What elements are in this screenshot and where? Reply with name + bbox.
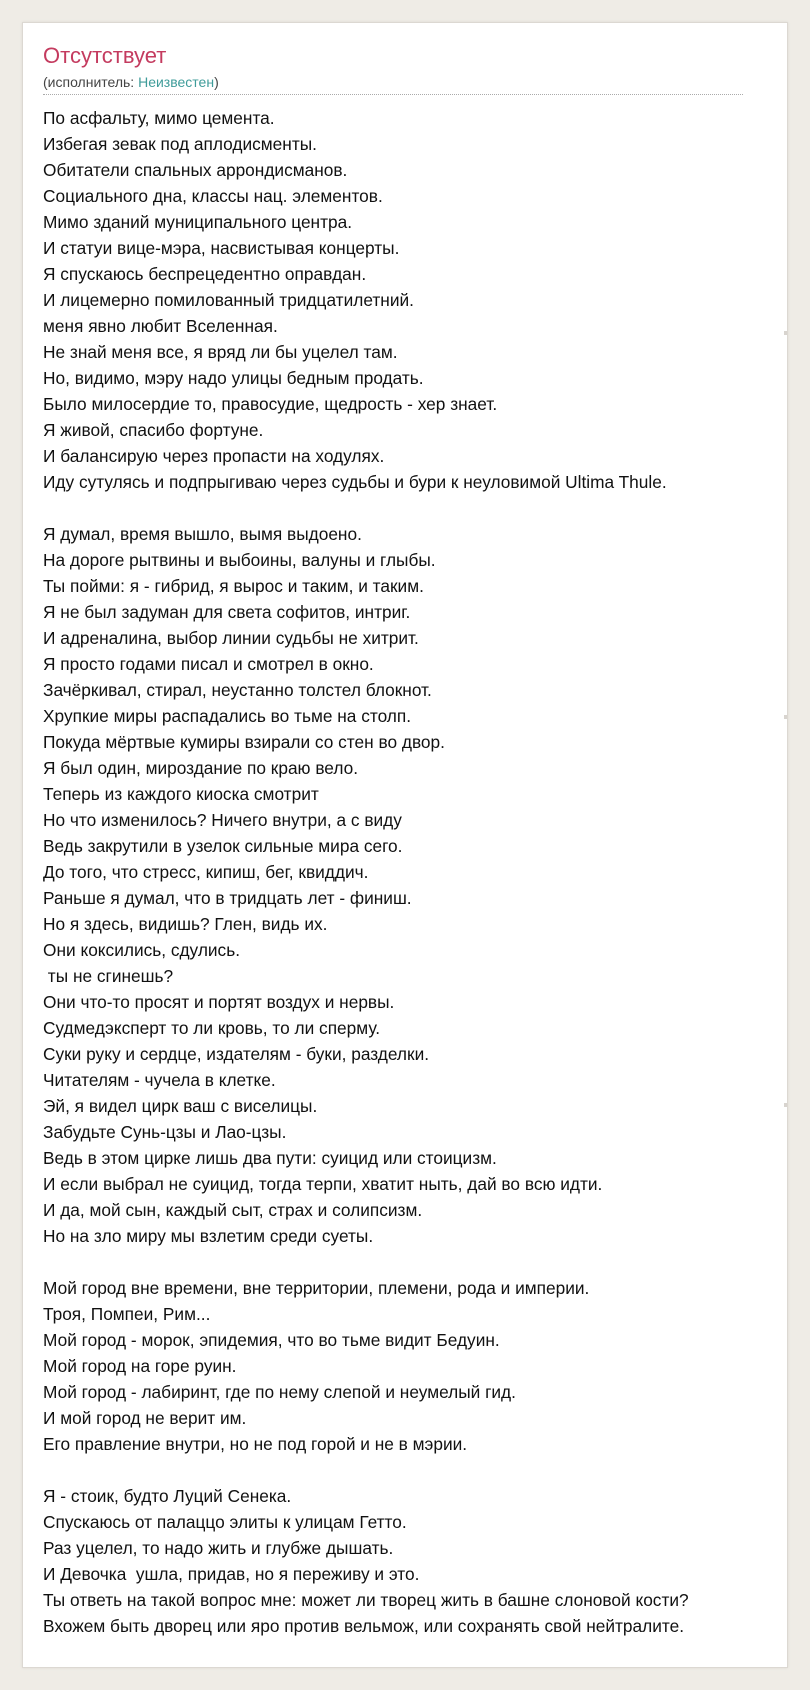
lyric-line: Мой город вне времени, вне территории, племени, рода и империи. [43, 1278, 590, 1298]
lyric-line: Я просто годами писал и смотрел в окно. [43, 654, 374, 674]
lyric-line: Ведь в этом цирке лишь два пути: суицид или стоицизм. [43, 1148, 497, 1168]
lyric-line: Было милосердие то, правосудие, щедрость - хер знает. [43, 394, 498, 414]
stanza [43, 105, 788, 495]
lyric-line: Вхожем быть дворец или яро против вельмож, или сохранять свой нейтралите. [43, 1616, 685, 1636]
lyric-line: Теперь из каждого киоска смотрит [43, 784, 319, 804]
lyric-line: Ты пойми: я - гибрид, я вырос и таким, и таким. [43, 576, 424, 596]
lyric-line: Раньше я думал, что в тридцать лет - финиш. [43, 888, 412, 908]
lyric-line: И да, мой сын, каждый сыт, страх и солипсизм. [43, 1200, 423, 1220]
lyric-line: На дороге рытвины и выбоины, валуны и глыбы. [43, 550, 436, 570]
lyric-line: Но я здесь, видишь? Глен, видь их. [43, 914, 328, 934]
lyric-line: Спускаюсь от палаццо элиты к улицам Гетто. [43, 1512, 407, 1532]
lyric-line: Я живой, спасибо фортуне. [43, 420, 264, 440]
edge-marker [784, 331, 787, 335]
lyric-line: Зачёркивал, стирал, неустанно толстел блокнот. [43, 680, 432, 700]
lyric-line: Мимо зданий муниципального центра. [43, 212, 353, 232]
lyric-line: Избегая зевак под аплодисменты. [43, 134, 317, 154]
lyric-line: Мой город - лабиринт, где по нему слепой и неумелый гид. [43, 1382, 516, 1402]
lyric-line: Но, видимо, мэру надо улицы бедным продать. [43, 368, 424, 388]
stanza [43, 1275, 788, 1457]
lyric-line: И Девочка ушла, придав, но я переживу и это. [43, 1564, 420, 1584]
lyric-line: Ведь закрутили в узелок сильные мира сего. [43, 836, 403, 856]
lyric-line: Я спускаюсь беспрецедентно оправдан. [43, 264, 367, 284]
lyric-line: Мой город на горе руин. [43, 1356, 237, 1376]
lyric-line: Я был один, мироздание по краю вело. [43, 758, 359, 778]
lyric-line: Но что изменилось? Ничего внутри, а с виду [43, 810, 402, 830]
lyric-line: Иду сутулясь и подпрыгиваю через судьбы и бури к неуловимой Ultima Thule. [43, 472, 667, 492]
lyric-line: Его правление внутри, но не под горой и не в мэрии. [43, 1434, 468, 1454]
lyric-line: Читателям - чучела в клетке. [43, 1070, 276, 1090]
edge-marker [784, 715, 787, 719]
performer-byline [43, 73, 219, 91]
lyric-line: Они что-то просят и портят воздух и нервы. [43, 992, 395, 1012]
dotted-divider [43, 94, 743, 95]
edge-marker [784, 1103, 787, 1107]
lyric-line: Я - стоик, будто Луций Сенека. [43, 1486, 292, 1506]
lyric-line: И адреналина, выбор линии судьбы не хитрит. [43, 628, 419, 648]
lyric-line: И лицемерно помилованный тридцатилетний. [43, 290, 414, 310]
lyric-line: Я не был задуман для света софитов, интриг. [43, 602, 411, 622]
lyric-line: Троя, Помпеи, Рим... [43, 1304, 211, 1324]
lyric-line: Эй, я видел цирк ваш с виселицы. [43, 1096, 318, 1116]
lyric-line: Я думал, время вышло, вымя выдоено. [43, 524, 362, 544]
lyrics-text [43, 105, 788, 1639]
lyric-line: Забудьте Сунь-цзы и Лао-цзы. [43, 1122, 287, 1142]
lyric-line: Раз уцелел, то надо жить и глубже дышать. [43, 1538, 394, 1558]
lyric-line: И балансирую через пропасти на ходулях. [43, 446, 385, 466]
lyric-line: Покуда мёртвые кумиры взирали со стен во двор. [43, 732, 445, 752]
lyric-line: ты не сгинешь? [43, 966, 174, 986]
lyric-line: До того, что стресс, кипиш, бег, квиддич. [43, 862, 369, 882]
lyric-line: Не знай меня все, я вряд ли бы уцелел там. [43, 342, 398, 362]
lyric-line: Но на зло миру мы взлетим среди суеты. [43, 1226, 374, 1246]
lyric-line: Судмедэксперт то ли кровь, то ли сперму. [43, 1018, 381, 1038]
lyric-line: меня явно любит Вселенная. [43, 316, 278, 336]
stanza [43, 1483, 788, 1639]
performer-link[interactable]: Неизвестен [138, 74, 215, 90]
lyrics-card [22, 22, 788, 1668]
performer-prefix: (исполнитель: [43, 74, 139, 90]
performer-suffix: ) [214, 74, 219, 90]
lyric-line: И статуи вице-мэра, насвистывая концерты. [43, 238, 400, 258]
lyric-line: Ты ответь на такой вопрос мне: может ли творец жить в башне слоновой кости? [43, 1590, 689, 1610]
lyric-line: Социального дна, классы нац. элементов. [43, 186, 383, 206]
song-title: Отсутствует [43, 43, 167, 68]
lyric-line: И если выбрал не суицид, тогда терпи, хватит ныть, дай во всю идти. [43, 1174, 603, 1194]
lyric-line: Хрупкие миры распадались во тьме на столп. [43, 706, 412, 726]
lyric-line: И мой город не верит им. [43, 1408, 247, 1428]
lyric-line: Они коксились, сдулись. [43, 940, 241, 960]
lyric-line: Обитатели спальных аррондисманов. [43, 160, 348, 180]
lyric-line: По асфальту, мимо цемента. [43, 108, 275, 128]
lyric-line: Суки руку и сердце, издателям - буки, разделки. [43, 1044, 430, 1064]
lyric-line: Мой город - морок, эпидемия, что во тьме видит Бедуин. [43, 1330, 500, 1350]
stanza [43, 521, 788, 1249]
